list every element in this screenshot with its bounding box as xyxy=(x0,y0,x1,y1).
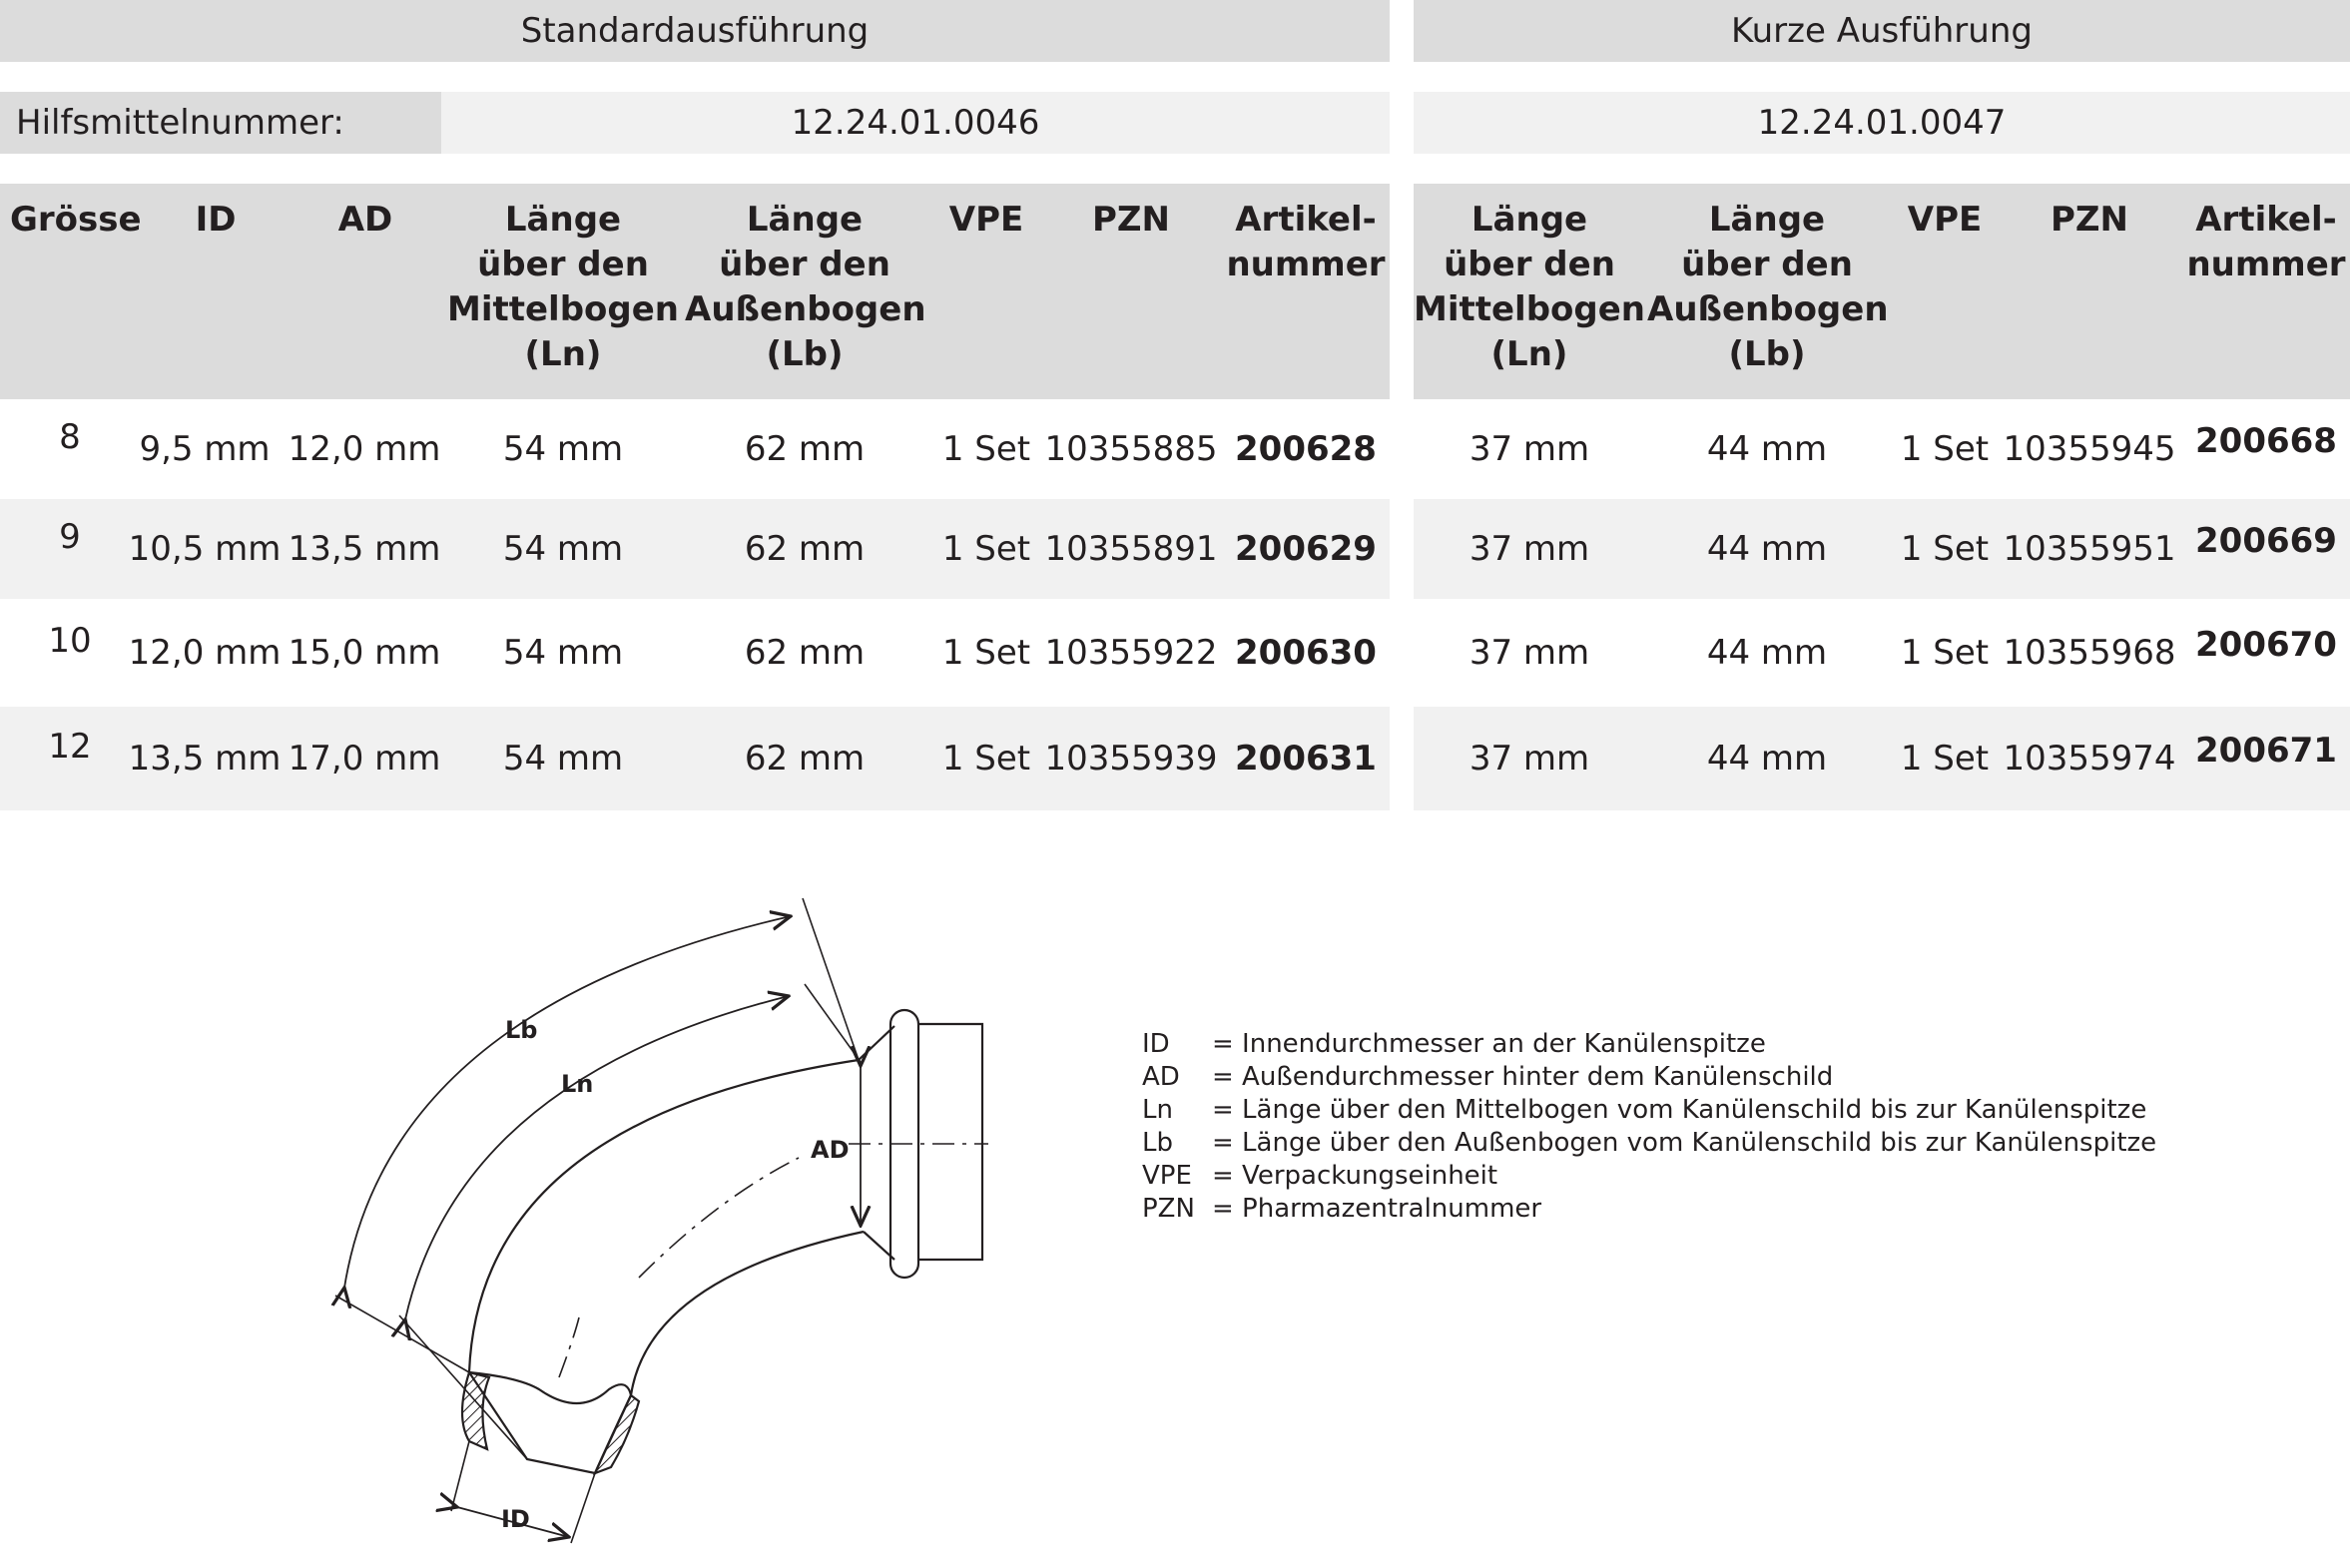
legend-row xyxy=(1142,1127,2156,1160)
legend-abbr: Lb xyxy=(1142,1128,1173,1158)
header-vpe: VPE xyxy=(948,200,1024,240)
aid-number-short xyxy=(1414,92,2350,154)
section-title-standard xyxy=(0,0,1390,62)
cell-ad: 12,0 mm xyxy=(288,429,441,469)
legend-abbr: VPE xyxy=(1142,1161,1192,1191)
header-short-vpe: VPE xyxy=(1907,200,1983,240)
cell-ln: 54 mm xyxy=(502,429,624,469)
header-pzn: PZN xyxy=(1091,200,1171,240)
aid-number-label xyxy=(0,92,441,154)
cell-short-article: 200671 xyxy=(2195,731,2337,771)
diagram-label-ln: Ln xyxy=(561,1070,594,1098)
cell-short-lb: 44 mm xyxy=(1706,739,1828,779)
header-ad: AD xyxy=(337,200,393,240)
legend-text: = Innendurchmesser an der Kanülenspitze xyxy=(1212,1029,1766,1059)
cell-short-ln: 37 mm xyxy=(1469,739,1590,779)
legend-text: = Pharmazentralnummer xyxy=(1212,1194,1542,1224)
cell-short-article: 200670 xyxy=(2195,625,2337,665)
header-article: Artikel- nummer xyxy=(1226,200,1386,284)
header-ln: Länge über den Mittelbogen (Ln) xyxy=(446,200,679,374)
legend-abbr: Ln xyxy=(1142,1095,1173,1125)
diagram-label-id: ID xyxy=(501,1505,530,1533)
legend-row xyxy=(1142,1193,2156,1226)
header-short-article: Artikel- nummer xyxy=(2186,200,2346,284)
cell-lb: 62 mm xyxy=(744,529,866,569)
ln-dimension-line xyxy=(405,996,789,1319)
cell-pzn: 10355885 xyxy=(1044,429,1218,469)
cell-size: 9 xyxy=(59,517,81,557)
cell-short-vpe: 1 Set xyxy=(1900,739,1990,779)
cell-size: 10 xyxy=(48,621,92,661)
tip-opening xyxy=(469,1372,631,1403)
cell-article: 200631 xyxy=(1235,739,1377,779)
cell-lb: 62 mm xyxy=(744,633,866,673)
cell-short-pzn: 10355945 xyxy=(2003,429,2176,469)
cell-short-ln: 37 mm xyxy=(1469,429,1590,469)
header-short-ln: Länge über den Mittelbogen (Ln) xyxy=(1413,200,1645,374)
connector-shape xyxy=(918,1024,982,1260)
cell-short-pzn: 10355951 xyxy=(2003,529,2176,569)
cell-id: 9,5 mm xyxy=(139,429,271,469)
legend-text: = Länge über den Außenbogen vom Kanülenschild bis zur Kanülenspitze xyxy=(1212,1128,2157,1158)
legend-abbr: AD xyxy=(1142,1062,1180,1092)
cell-short-lb: 44 mm xyxy=(1706,633,1828,673)
header-short-lb: Länge über den Außenbogen (Lb) xyxy=(1647,200,1889,374)
legend-text: = Verpackungseinheit xyxy=(1212,1161,1498,1191)
aid-number-standard-text: 12.24.01.0046 xyxy=(791,103,1040,143)
legend-text: = Länge über den Mittelbogen vom Kanülenschild bis zur Kanülenspitze xyxy=(1212,1095,2147,1125)
cell-lb: 62 mm xyxy=(744,429,866,469)
cell-short-pzn: 10355974 xyxy=(2003,739,2176,779)
legend-row xyxy=(1142,1160,2156,1193)
legend-text: = Außendurchmesser hinter dem Kanülenschild xyxy=(1212,1062,1834,1092)
cell-ln: 54 mm xyxy=(502,633,624,673)
cell-id: 13,5 mm xyxy=(128,739,282,779)
cell-ln: 54 mm xyxy=(502,529,624,569)
cell-vpe: 1 Set xyxy=(941,429,1031,469)
cell-ln: 54 mm xyxy=(502,739,624,779)
cell-short-vpe: 1 Set xyxy=(1900,429,1990,469)
aid-number-label-text: Hilfsmittelnummer: xyxy=(16,103,344,143)
cell-pzn: 10355939 xyxy=(1044,739,1218,779)
cell-short-article: 200668 xyxy=(2195,421,2337,461)
diagram-label-ad: AD xyxy=(811,1136,850,1164)
cell-ad: 17,0 mm xyxy=(288,739,441,779)
cell-vpe: 1 Set xyxy=(941,633,1031,673)
aid-number-standard xyxy=(441,92,1390,154)
header-id: ID xyxy=(195,200,237,240)
header-short-pzn: PZN xyxy=(2050,200,2129,240)
cell-vpe: 1 Set xyxy=(941,739,1031,779)
cell-size: 12 xyxy=(48,727,92,767)
header-lb: Länge über den Außenbogen (Lb) xyxy=(685,200,926,374)
aid-number-short-text: 12.24.01.0047 xyxy=(1757,103,2007,143)
tube-inner-edge xyxy=(631,1232,864,1395)
cell-short-article: 200669 xyxy=(2195,521,2337,561)
cell-id: 12,0 mm xyxy=(128,633,282,673)
header-size: Grösse xyxy=(10,200,142,240)
legend xyxy=(1142,1028,2156,1226)
legend-row xyxy=(1142,1061,2156,1094)
cell-vpe: 1 Set xyxy=(941,529,1031,569)
cell-short-vpe: 1 Set xyxy=(1900,529,1990,569)
section-title-short-text: Kurze Ausführung xyxy=(1731,11,2033,51)
cell-short-pzn: 10355968 xyxy=(2003,633,2176,673)
cell-id: 10,5 mm xyxy=(128,529,282,569)
legend-row xyxy=(1142,1094,2156,1127)
cell-short-ln: 37 mm xyxy=(1469,633,1590,673)
lb-dimension-line xyxy=(344,916,791,1288)
cannula-diagram xyxy=(299,878,1018,1567)
cell-size: 8 xyxy=(59,417,81,457)
cell-lb: 62 mm xyxy=(744,739,866,779)
cell-ad: 15,0 mm xyxy=(288,633,441,673)
cell-article: 200629 xyxy=(1235,529,1377,569)
legend-abbr: ID xyxy=(1142,1029,1170,1059)
cell-article: 200630 xyxy=(1235,633,1377,673)
cell-short-ln: 37 mm xyxy=(1469,529,1590,569)
section-title-short xyxy=(1414,0,2350,62)
diagram-label-lb: Lb xyxy=(505,1016,538,1044)
cell-pzn: 10355891 xyxy=(1044,529,1218,569)
cell-short-vpe: 1 Set xyxy=(1900,633,1990,673)
cell-ad: 13,5 mm xyxy=(288,529,441,569)
legend-row xyxy=(1142,1028,2156,1061)
cell-pzn: 10355922 xyxy=(1044,633,1218,673)
legend-abbr: PZN xyxy=(1142,1194,1195,1224)
section-title-standard-text: Standardausführung xyxy=(520,11,870,51)
cell-short-lb: 44 mm xyxy=(1706,429,1828,469)
cell-article: 200628 xyxy=(1235,429,1377,469)
cell-short-lb: 44 mm xyxy=(1706,529,1828,569)
